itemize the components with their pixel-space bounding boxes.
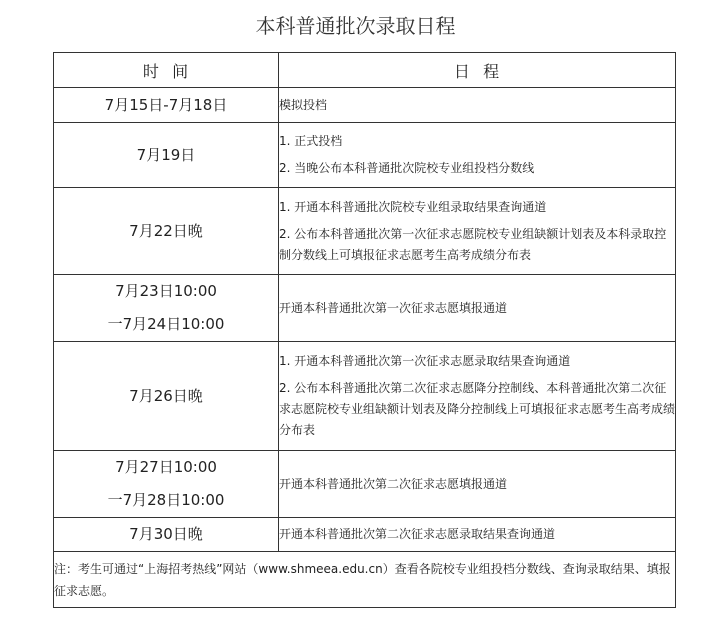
- time-text: 一7月24日10:00: [107, 315, 225, 333]
- schedule-item: 1. 开通本科普通批次第一次征求志愿录取结果查询通道: [279, 354, 571, 368]
- schedule-item: 2. 公布本科普通批次第二次征求志愿降分控制线、本科普通批次第二次征求志愿院校专业组缺额计划表及降分控制线上可填报征求志愿考生高考成绩分布表: [279, 381, 676, 437]
- table-row: [54, 88, 676, 123]
- header-time: 时 间: [54, 53, 279, 88]
- table-row: [54, 188, 676, 275]
- time-cell: [54, 518, 279, 552]
- table-row: [54, 518, 676, 552]
- time-cell: [54, 275, 279, 342]
- time-text: 7月26日晚: [129, 386, 203, 405]
- schedule-cell: [279, 342, 676, 451]
- schedule-cell: [279, 518, 676, 552]
- time-cell: [54, 342, 279, 451]
- header-schedule: 日 程: [279, 53, 676, 88]
- time-cell: [54, 123, 279, 188]
- table-row: [54, 342, 676, 451]
- time-cell: [54, 188, 279, 275]
- schedule-item: 2. 当晚公布本科普通批次院校专业组投档分数线: [279, 161, 535, 175]
- schedule-item: 1. 正式投档: [279, 134, 343, 148]
- time-cell: [54, 88, 279, 123]
- time-text: 一7月28日10:00: [107, 491, 225, 509]
- time-cell: [54, 451, 279, 518]
- schedule-cell: [279, 451, 676, 518]
- time-text: 7月30日晚: [129, 525, 203, 543]
- page-title: 本科普通批次录取日程: [255, 14, 456, 38]
- schedule-cell: [279, 88, 676, 123]
- time-text: 7月27日10:00: [115, 458, 217, 476]
- schedule-item: 2. 公布本科普通批次第一次征求志愿院校专业组缺额计划表及本科录取控制分数线上可填报征求志愿考生高考成绩分布表: [279, 226, 667, 262]
- time-text: 7月23日10:00: [115, 282, 217, 300]
- schedule-cell: [279, 188, 676, 275]
- schedule-item: 开通本科普通批次第二次征求志愿填报通道: [279, 476, 508, 491]
- time-text: 7月22日晚: [129, 221, 203, 240]
- table-row: [54, 275, 676, 342]
- schedule-table: [53, 52, 676, 608]
- schedule-item: 开通本科普通批次第一次征求志愿填报通道: [279, 300, 508, 315]
- schedule-item: 开通本科普通批次第二次征求志愿录取结果查询通道: [279, 527, 556, 541]
- table-row: [54, 451, 676, 518]
- footnote: 注：考生可通过“上海招考热线”网站（www.shmeea.edu.cn）查看各院校专业组投档分数线、查询录取结果、填报征求志愿。: [54, 552, 676, 608]
- schedule-cell: [279, 275, 676, 342]
- table-row: [54, 123, 676, 188]
- time-text: 7月15日-7月18日: [104, 95, 228, 114]
- table-note-row: [54, 552, 676, 608]
- schedule-item: 1. 开通本科普通批次院校专业组录取结果查询通道: [279, 199, 547, 214]
- schedule-cell: [279, 123, 676, 188]
- table-header-row: [54, 53, 676, 88]
- schedule-item: 模拟投档: [279, 97, 328, 112]
- time-text: 7月19日: [136, 145, 196, 164]
